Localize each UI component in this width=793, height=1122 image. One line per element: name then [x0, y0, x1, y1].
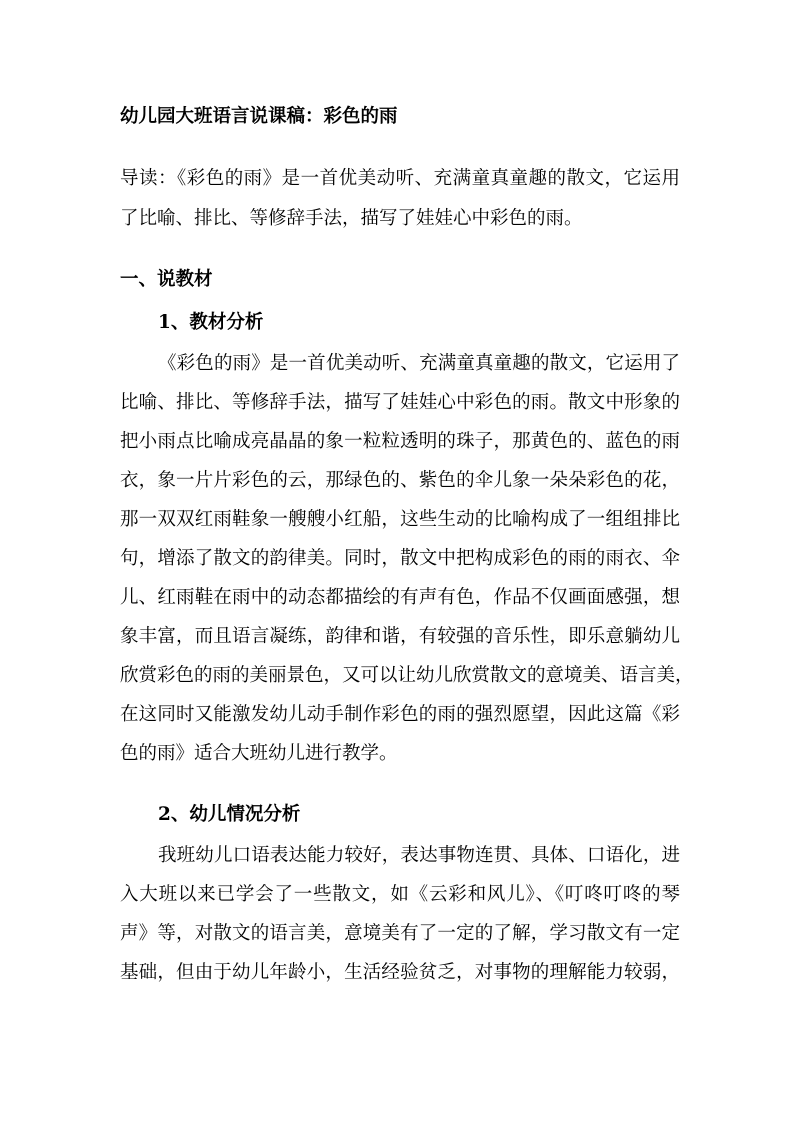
- paragraph-line: 句，增添了散文的韵律美。同时，散文中把构成彩色的雨的雨衣、伞: [120, 548, 680, 569]
- paragraph-line: 那一双双红雨鞋象一艘艘小红船，这些生动的比喻构成了一组组排比: [120, 509, 680, 530]
- paragraph-line: 基础，但由于幼儿年龄小，生活经验贫乏，对事物的理解能力较弱，: [120, 962, 680, 983]
- paragraph-line: 我班幼儿口语表达能力较好，表达事物连贯、具体、口语化，进: [158, 845, 680, 866]
- paragraph-line: 比喻、排比、等修辞手法，描写了娃娃心中彩色的雨。散文中形象的: [120, 392, 680, 413]
- intro-line: 了比喻、排比、等修辞手法，描写了娃娃心中彩色的雨。: [120, 208, 583, 229]
- subsection-heading: 2、幼儿情况分析: [158, 804, 301, 825]
- subsection-heading: 1、教材分析: [158, 312, 264, 333]
- document-title: 幼儿园大班语言说课稿：彩色的雨: [120, 106, 398, 127]
- paragraph-line: 儿、红雨鞋在雨中的动态都描绘的有声有色，作品不仅画面感强，想: [120, 587, 680, 608]
- paragraph-line: 《彩色的雨》是一首优美动听、充满童真童趣的散文，它运用了: [158, 353, 680, 374]
- paragraph-line: 把小雨点比喻成亮晶晶的象一粒粒透明的珠子，那黄色的、蓝色的雨: [120, 431, 680, 452]
- paragraph-line: 色的雨》适合大班幼儿进行教学。: [120, 743, 398, 764]
- paragraph-line: 入大班以来已学会了一些散文，如《云彩和风儿》、《叮咚叮咚的琴: [120, 884, 680, 905]
- paragraph-line: 欣赏彩色的雨的美丽景色，又可以让幼儿欣赏散文的意境美、语言美，: [120, 665, 694, 686]
- paragraph-line: 在这同时又能激发幼儿动手制作彩色的雨的强烈愿望，因此这篇《彩: [120, 704, 680, 725]
- paragraph-line: 象丰富，而且语言凝练，韵律和谐，有较强的音乐性，即乐意躺幼儿: [120, 626, 680, 647]
- paragraph-line: 衣，象一片片彩色的云，那绿色的、紫色的伞儿象一朵朵彩色的花，: [120, 470, 680, 491]
- intro-line: 导读：《彩色的雨》是一首优美动听、充满童真童趣的散文，它运用: [120, 168, 680, 189]
- section-heading: 一、说教材: [120, 269, 213, 290]
- paragraph-line: 声》等，对散文的语言美，意境美有了一定的了解，学习散文有一定: [120, 923, 680, 944]
